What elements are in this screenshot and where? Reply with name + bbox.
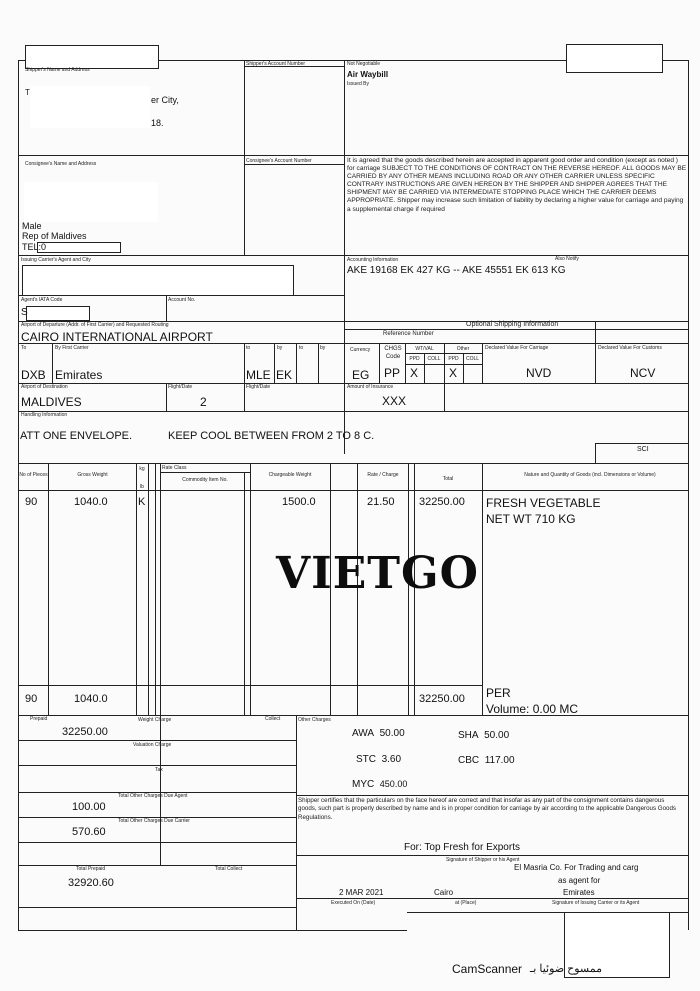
other-coll-label: COLL <box>465 356 480 362</box>
cargo-sum-pieces: 90 <box>25 693 38 705</box>
shipper-address-line1: er City, <box>151 95 179 105</box>
cargo-rate: 21.50 <box>367 496 395 508</box>
col-gap1 <box>155 463 156 715</box>
sci-divider <box>595 443 596 463</box>
carrier-signature-line1: El Masria Co. For Trading and carg <box>514 863 639 872</box>
handling-text-envelope: ATT ONE ENVELOPE. <box>20 430 133 442</box>
total-collect-label: Total Collect <box>215 866 243 872</box>
currency-label: Currency <box>350 347 371 353</box>
chgs-code-label: CHGS Code <box>384 346 402 360</box>
to2-divider <box>296 343 297 383</box>
declared-customs-label: Declared Value For Customs <box>598 345 662 351</box>
reference-underline <box>344 329 689 330</box>
to-divider <box>52 343 53 383</box>
insurance-label: Amount of Insurance <box>347 384 394 390</box>
other-charge-stc: STC 3.60 <box>356 754 402 765</box>
col-rate-class <box>160 463 161 715</box>
currency-value: EG <box>352 368 370 382</box>
agent-account-label: Account No. <box>168 297 196 303</box>
shipper-name-label: Shipper's Name and Address <box>25 67 90 73</box>
carrier-sig-line <box>296 898 689 899</box>
col-rate-label: Rate / Charge <box>367 472 399 478</box>
insurance-value: XXX <box>382 394 407 408</box>
agent-iata-value: S <box>21 307 28 318</box>
by2-label: by <box>277 345 283 351</box>
flight-date2-label: Flight/Date <box>246 384 271 390</box>
col-kg <box>148 463 149 715</box>
cargo-chargeable-weight: 1500.0 <box>282 496 316 508</box>
sci-label: SCI <box>637 446 649 453</box>
not-negotiable-label: Not Negotiable <box>347 61 381 67</box>
document-title: Air Waybill <box>347 70 389 79</box>
cargo-bottom <box>18 715 689 716</box>
cargo-unit: K <box>138 496 146 508</box>
other-charges-bottom <box>296 795 689 796</box>
goods-net-weight: NET WT 710 KG <box>486 512 576 526</box>
at-place-label: at (Place) <box>455 900 477 906</box>
col-kg-label: kg <box>139 466 145 472</box>
col-commodity <box>244 472 245 715</box>
carrier-signature-line3: Emirates <box>563 888 595 897</box>
due-agent-value: 100.00 <box>72 801 106 813</box>
declared-carriage-label: Declared Value For Carriage <box>485 345 549 351</box>
flight-value: 2 <box>200 395 207 409</box>
prepaid-label: Prepaid <box>30 716 48 722</box>
due-carrier-label: Total Other Charges Due Carrier <box>118 818 190 824</box>
chgs-value: PP <box>384 366 401 380</box>
shipper-certification: Shipper certifies that the particulars on the face hereof are correct and that insofar as any part of the consignment contains dangerous goods, such part is properly described by name and is in proper condition for carriage by air according to the applicable Dangerous Goods Regulations. <box>298 797 676 821</box>
to3-label: to <box>299 345 304 351</box>
routing-to-value: DXB <box>21 368 46 382</box>
other-charge-cbc: CBC 117.00 <box>458 755 515 766</box>
shipper-sig-line <box>296 855 689 856</box>
cargo-header-bottom <box>18 490 689 491</box>
redaction-box <box>26 306 90 321</box>
accounting-label: Accounting Information <box>347 257 399 263</box>
departure-label: Airport of Departure (Addr. of First Carrier) and Requested Routing <box>21 322 169 328</box>
departure-value: CAIRO INTERNATIONAL AIRPORT <box>21 330 213 344</box>
redaction-box <box>24 182 158 222</box>
cargo-pieces: 90 <box>25 496 38 508</box>
declared-customs-value: NCV <box>630 366 656 380</box>
redaction-box <box>30 86 150 128</box>
currency-divider <box>379 343 380 383</box>
consignee-tel: TEL:0 <box>22 242 47 252</box>
optional-shipping-label: Optional Shipping Information <box>466 321 559 328</box>
shipper-address-line2: 18. <box>151 118 164 128</box>
center-divider <box>344 60 345 454</box>
camscanner-arabic: ممسوح ضوئيا بـ <box>530 963 602 975</box>
tax-label: Tax <box>155 767 163 773</box>
other-end <box>482 343 483 383</box>
handling-label: Handling Information <box>21 412 68 418</box>
sci-top <box>595 443 689 444</box>
total-prepaid-label: Total Prepaid <box>76 866 106 872</box>
col-commodity-label: Commodity Item No. <box>182 477 228 483</box>
routing-carrier-value: Emirates <box>55 368 103 382</box>
agent-label: Issuing Carrier's Agent and City <box>21 257 91 263</box>
flight-date-label: Flight/Date <box>168 384 193 390</box>
reference-number-label: Reference Number <box>383 331 434 337</box>
totals-bottom <box>18 907 297 908</box>
by2-divider <box>318 343 319 383</box>
executed-place: Cairo <box>434 888 454 897</box>
carrier-signature-line2: as agent for <box>558 876 601 885</box>
declared-divider <box>595 343 596 383</box>
also-notify-label: Also Notify <box>555 256 579 262</box>
issued-by-label: Issued By <box>347 81 369 87</box>
flight-divider <box>244 383 245 411</box>
cargo-total: 32250.00 <box>419 496 465 508</box>
vietgo-watermark: VIETGO <box>276 548 479 599</box>
due-agent-label: Total Other Charges Due Agent <box>118 793 188 799</box>
col-chargeable-label: Chargeable Weight <box>268 472 312 478</box>
wt-ppd-label: PPD <box>409 356 420 362</box>
rate-class-underline <box>160 472 250 473</box>
agent-iata-label: Agent's IATA Code <box>21 297 63 303</box>
carrier-signature-label: Signature of Issuing Carrier or its Agent <box>552 900 640 906</box>
col-gross <box>136 463 137 715</box>
contract-terms: It is agreed that the goods described herein are accepted in apparent good order and condition (except as noted ) for carriage SUBJECT TO THE CONDITIONS OF CONTRACT ON THE REVERSE HEREOF. ALL GOODS MAY BE CARRIED BY ANY OTHER MEANS INCLUDING ROAD OR ANY OTHER CARRIER UNLESS SPECIFIC CONTRARY INSTRUCTIONS ARE GIVEN HEREON BY THE SHIPPER AND SHIPPER AGREES THAT THE SHIPMENT MAY BE CARRIED VIA INTERMEDIATE STOPPING PLACE WHICH THE CARRIER DEEMS APPROPRIATE. Shipper may increase such limitation of liability by declaring a higher value for carriage and paying a supplemental charge if required <box>347 157 687 213</box>
row-line-consignee <box>18 155 689 156</box>
col-pieces <box>48 463 49 715</box>
consignee-city: Male <box>22 221 42 231</box>
due-carrier-bottom <box>18 842 297 843</box>
routing-by2-value: EK <box>276 368 293 382</box>
to-label: To <box>21 345 27 351</box>
insurance-divider <box>444 383 445 411</box>
other-ppd-label: PPD <box>448 356 459 362</box>
wt-ppd-mark: X <box>410 366 419 380</box>
row-line-cargo-header <box>18 463 689 464</box>
camscanner-label: CamScanner <box>452 962 523 976</box>
routing-to2-value: MLE <box>246 368 271 382</box>
shipper-account-label: Shipper's Account Number <box>246 61 306 67</box>
shipper-signature-label: Signature of Shipper or his Agent <box>446 857 520 863</box>
consignee-account-underline <box>244 164 344 165</box>
other-ppd-mark: X <box>449 366 458 380</box>
frame-right <box>688 60 689 930</box>
redaction-box <box>22 265 294 296</box>
goods-description: FRESH VEGETABLE <box>486 496 601 510</box>
row-line-agent <box>18 255 689 256</box>
other-charge-awa: AWA 50.00 <box>352 728 405 739</box>
cargo-gross-weight: 1040.0 <box>74 496 108 508</box>
executed-on-label: Executed On (Date) <box>331 900 376 906</box>
blank-bottom <box>18 865 297 866</box>
cargo-sum-gross: 1040.0 <box>74 693 108 705</box>
redaction-box <box>25 45 159 69</box>
row-line-handling <box>18 411 689 412</box>
consignee-account-label: Consignee's Account Number <box>246 158 312 164</box>
handling-text-temperature: KEEP COOL BETWEEN FROM 2 TO 8 C. <box>168 430 375 442</box>
cargo-sum-total: 32250.00 <box>419 693 465 705</box>
weight-charge-label: Weight Charge <box>138 717 172 723</box>
due-carrier-value: 570.60 <box>72 826 106 838</box>
col-rate-class-label: Rate Class <box>162 465 187 471</box>
consignee-account-divider <box>244 155 245 255</box>
weight-charge-bottom <box>18 740 297 741</box>
iata-divider <box>166 295 167 321</box>
frame-left <box>18 60 19 930</box>
executed-date: 2 MAR 2021 <box>339 888 384 897</box>
col-gross-label: Gross Weight <box>77 472 108 478</box>
destination-value: MALDIVES <box>21 395 82 409</box>
accounting-value: AKE 19168 EK 427 KG -- AKE 45551 EK 613 KG <box>347 265 566 276</box>
valuation-charge-label: Valuation Charge <box>133 742 172 748</box>
weight-charge-value: 32250.00 <box>62 726 108 738</box>
valuation-bottom <box>18 765 297 766</box>
shipper-signature: For: Top Fresh for Exports <box>404 842 520 853</box>
ppd-coll-underline <box>405 364 482 365</box>
shipper-address-fragment: T <box>25 88 30 97</box>
consignee-country: Rep of Maldives <box>22 231 87 241</box>
declared-carriage-value: NVD <box>526 366 552 380</box>
by3-label: by <box>320 345 326 351</box>
col-total <box>482 463 483 715</box>
frame-bottom <box>18 930 407 931</box>
redaction-box <box>37 242 121 253</box>
wtval-underline <box>405 353 482 354</box>
other-label: Other <box>456 346 470 352</box>
col-total-label: Total <box>442 476 454 482</box>
col-gap2 <box>250 463 251 715</box>
wt-coll-label: COLL <box>427 356 441 362</box>
other-charge-myc: MYC 450.00 <box>352 779 408 790</box>
reference-divider <box>595 321 596 343</box>
col-nature-label: Nature and Quantity of Goods (incl. Dimensions or Volume) <box>524 472 656 478</box>
to2-label: to <box>246 345 251 351</box>
carrier-divider <box>244 343 245 383</box>
destination-divider <box>166 383 167 411</box>
wtval-label: WT/VAL <box>415 346 434 352</box>
per-label: PER <box>486 686 511 700</box>
other-charge-sha: SHA 50.00 <box>458 730 510 741</box>
volume-value: Volume: 0.00 MC <box>486 702 579 716</box>
first-carrier-label: By First Carrier <box>55 345 89 351</box>
by-divider <box>274 343 275 383</box>
consignee-label: Consignee's Name and Address <box>25 161 97 167</box>
total-prepaid-value: 32920.60 <box>68 877 114 889</box>
other-charges-label: Other Charges <box>298 717 331 723</box>
redaction-box <box>566 44 663 73</box>
shipper-account-divider <box>244 60 245 155</box>
col-pieces-label: No of Pieces <box>19 472 48 478</box>
destination-label: Airport of Destination <box>21 384 68 390</box>
col-lb-label: lb <box>140 484 144 490</box>
cargo-sum-line <box>18 685 483 686</box>
collect-label: Collect <box>265 716 281 722</box>
